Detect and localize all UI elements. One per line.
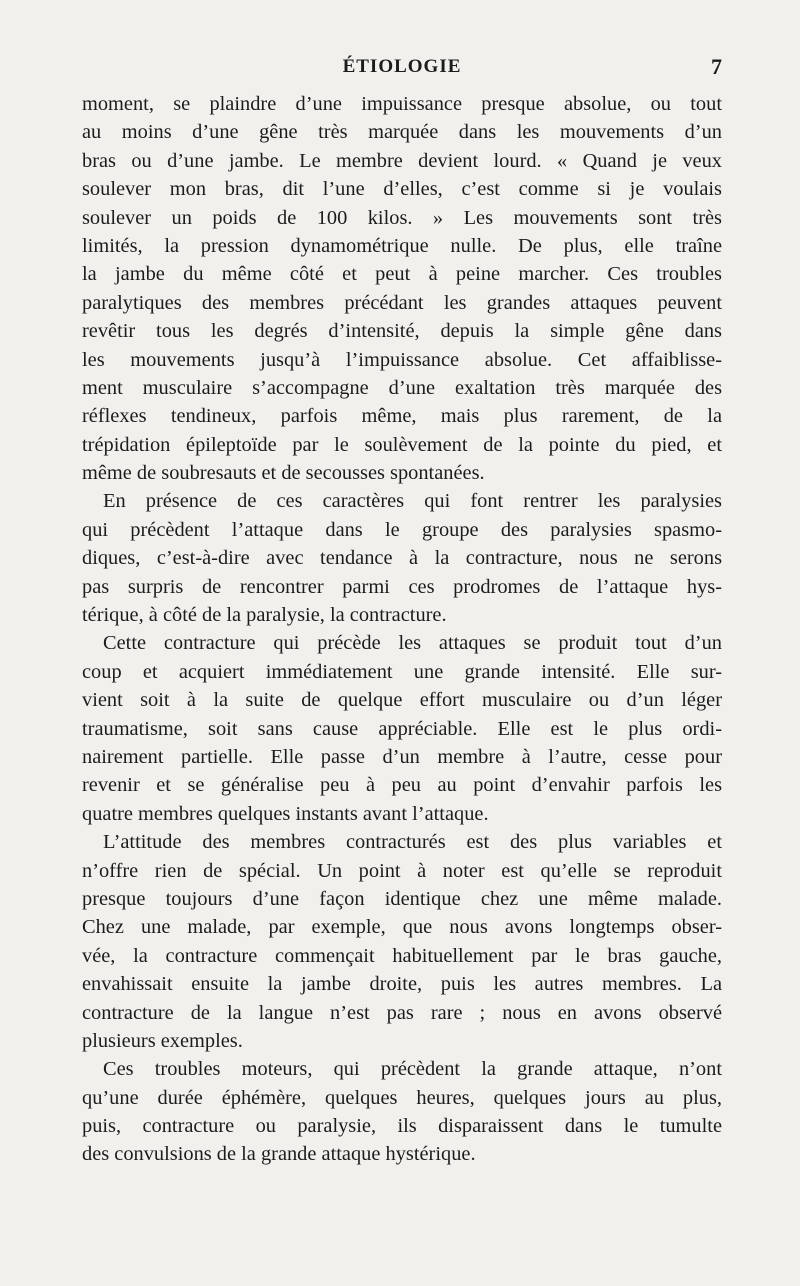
text-line: coup et acquiert immédiatement une grande intensité. Elle sur- [82, 660, 722, 683]
text-line: envahissait ensuite la jambe droite, puis les autres membres. La [82, 973, 722, 996]
paragraph [82, 1055, 722, 1169]
text-line: Cette contracture qui précède les attaques se produit tout d’un [103, 632, 722, 655]
text-line: qu’une durée éphémère, quelques heures, quelques jours au plus, [82, 1086, 722, 1109]
text-line: limités, la pression dynamométrique nulle. De plus, elle traîne [82, 234, 722, 257]
text-line: soulever mon bras, dit l’une d’elles, c’est comme si je voulais [82, 178, 722, 201]
text-line: presque toujours d’une façon identique chez une même malade. [82, 887, 722, 910]
text-line: contracture de la langue n’est pas rare ; nous en avons observé [82, 1001, 722, 1024]
text-line: vée, la contracture commençait habituellement par le bras gauche, [82, 944, 722, 967]
paragraph [82, 487, 722, 629]
text-line: puis, contracture ou paralysie, ils disparaissent dans le tumulte [82, 1115, 722, 1138]
text-line: ment musculaire s’accompagne d’une exaltation très marquée des [82, 376, 722, 399]
body-text [82, 90, 722, 1169]
running-head [82, 56, 722, 86]
text-line: soulever un poids de 100 kilos. » Les mouvements sont très [82, 206, 722, 229]
text-line: même de soubresauts et de secousses spontanées. [82, 462, 485, 485]
text-line: pas surpris de rencontrer parmi ces prodromes de l’attaque hys- [82, 575, 722, 598]
text-line: revenir et se généralise peu à peu au point d’envahir parfois les [82, 774, 722, 797]
text-line: des convulsions de la grande attaque hystérique. [82, 1143, 476, 1166]
text-line: revêtir tous les degrés d’intensité, depuis la simple gêne dans [82, 320, 722, 343]
text-line: En présence de ces caractères qui font rentrer les paralysies [103, 490, 722, 513]
text-line: traumatisme, soit sans cause appréciable. Elle est le plus ordi- [82, 717, 722, 740]
text-line: bras ou d’une jambe. Le membre devient lourd. « Quand je veux [82, 149, 722, 172]
text-line: Chez une malade, par exemple, que nous avons longtemps obser- [82, 916, 722, 939]
running-title: ÉTIOLOGIE [342, 56, 462, 77]
text-line: plusieurs exemples. [82, 1029, 243, 1052]
text-line: térique, à côté de la paralysie, la contracture. [82, 604, 447, 627]
text-line: n’offre rien de spécial. Un point à noter est qu’elle se reproduit [82, 859, 722, 882]
text-line: L’attitude des membres contracturés est des plus variables et [103, 831, 722, 854]
text-line: moment, se plaindre d’une impuissance presque absolue, ou tout [82, 93, 722, 115]
text-line: paralytiques des membres précédant les grandes attaques peuvent [82, 291, 722, 314]
text-line: réflexes tendineux, parfois même, mais plus rarement, de la [82, 405, 722, 428]
paragraph [82, 828, 722, 1055]
text-line: diques, c’est-à-dire avec tendance à la contracture, nous ne serons [82, 547, 722, 570]
text-line: trépidation épileptoïde par le soulèvement de la pointe du pied, et [82, 433, 722, 456]
text-line: qui précèdent l’attaque dans le groupe des paralysies spasmo- [82, 518, 722, 541]
text-line: nairement partielle. Elle passe d’un membre à l’autre, cesse pour [82, 745, 722, 768]
page-number: 7 [711, 54, 722, 79]
paragraph [82, 629, 722, 828]
text-line: les mouvements jusqu’à l’impuissance absolue. Cet affaiblisse- [82, 348, 722, 371]
text-line: la jambe du même côté et peut à peine marcher. Ces troubles [82, 263, 722, 286]
text-line: au moins d’une gêne très marquée dans les mouvements d’un [82, 121, 722, 144]
text-line: vient soit à la suite de quelque effort musculaire ou d’un léger [82, 689, 722, 712]
text-line: quatre membres quelques instants avant l’attaque. [82, 802, 489, 825]
paragraph [82, 90, 722, 487]
text-line: Ces troubles moteurs, qui précèdent la grande attaque, n’ont [103, 1058, 722, 1081]
